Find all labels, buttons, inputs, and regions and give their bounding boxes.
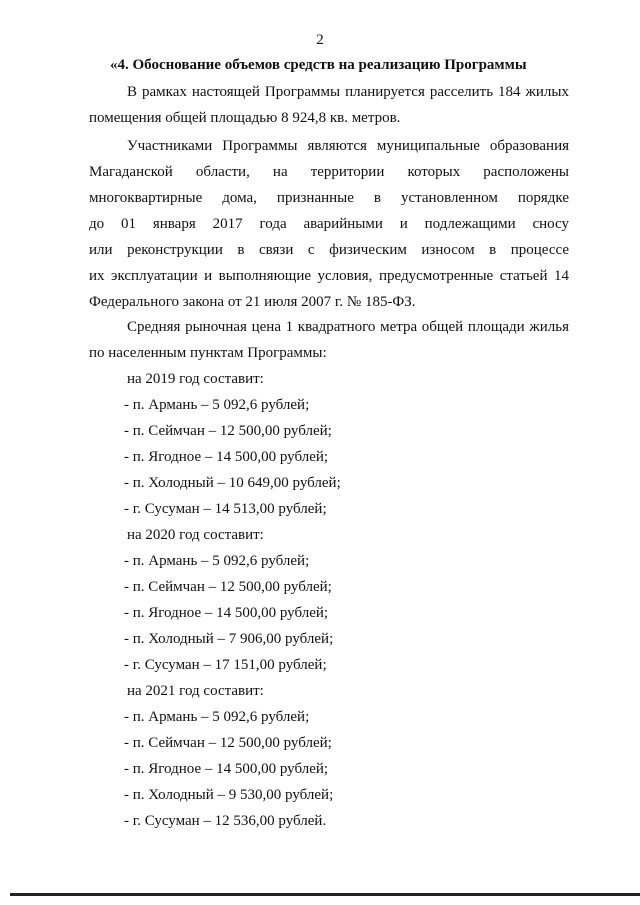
paragraph-line: многоквартирные дома, признанные в установленном порядке (89, 190, 569, 206)
paragraph-line: Участниками Программы являются муниципальные образования (127, 138, 569, 154)
price-item: - п. Холодный – 9 530,00 рублей; (124, 787, 334, 803)
price-item: - п. Ягодное – 14 500,00 рублей; (124, 605, 329, 621)
price-item: - г. Сусуман – 12 536,00 рублей. (124, 813, 327, 829)
paragraph-line: их эксплуатации и выполняющие условия, предусмотренные статьей 14 (89, 268, 569, 284)
price-item: - п. Армань – 5 092,6 рублей; (124, 553, 310, 569)
price-item: - п. Армань – 5 092,6 рублей; (124, 397, 310, 413)
paragraph-line: до 01 января 2017 года аварийными и подлежащими сносу (89, 216, 569, 232)
paragraph-line: по населенным пунктам Программы: (89, 345, 327, 361)
price-item: - г. Сусуман – 14 513,00 рублей; (124, 501, 327, 517)
section-heading: «4. Обоснование объемов средств на реализацию Программы (110, 57, 527, 73)
price-item: - п. Ягодное – 14 500,00 рублей; (124, 449, 329, 465)
paragraph-line: помещения общей площадью 8 924,8 кв. метров. (89, 110, 401, 126)
paragraph-resettlement (89, 79, 569, 131)
price-item: - п. Холодный – 7 906,00 рублей; (124, 631, 334, 647)
price-list-2020 (124, 522, 524, 678)
page-number: 2 (316, 32, 324, 48)
year-title: на 2021 год составит: (127, 683, 264, 699)
paragraph-line: В рамках настоящей Программы планируется расселить 184 жилых (127, 84, 569, 100)
price-item: - п. Сеймчан – 12 500,00 рублей; (124, 579, 332, 595)
price-item: - п. Армань – 5 092,6 рублей; (124, 709, 310, 725)
paragraph-line: Магаданской области, на территории которых расположены (89, 164, 569, 180)
paragraph-line: Федерального закона от 21 июля 2007 г. № 185-ФЗ. (89, 294, 416, 310)
year-title: на 2020 год составит: (127, 527, 264, 543)
price-item: - п. Холодный – 10 649,00 рублей; (124, 475, 341, 491)
price-list-2019 (124, 366, 524, 522)
paragraph-line: или реконструкции в связи с физическим износом в процессе (89, 242, 569, 258)
paragraph-average-price (89, 314, 569, 366)
price-item: - г. Сусуман – 17 151,00 рублей; (124, 657, 327, 673)
year-title: на 2019 год составит: (127, 371, 264, 387)
price-item: - п. Ягодное – 14 500,00 рублей; (124, 761, 329, 777)
paragraph-participants (89, 133, 569, 315)
paragraph-line: Средняя рыночная цена 1 квадратного метра общей площади жилья (127, 319, 569, 335)
price-item: - п. Сеймчан – 12 500,00 рублей; (124, 423, 332, 439)
page-bottom-edge (10, 893, 640, 896)
price-list-2021 (124, 678, 524, 834)
price-item: - п. Сеймчан – 12 500,00 рублей; (124, 735, 332, 751)
